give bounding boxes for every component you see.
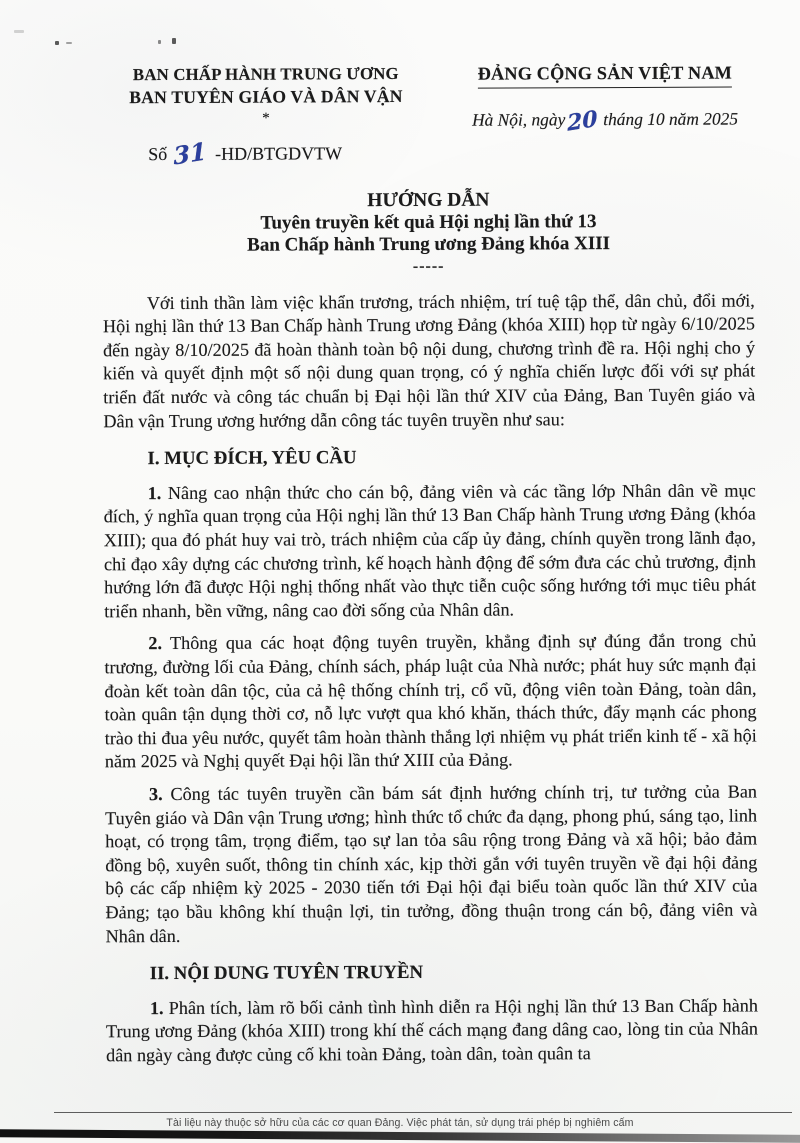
- paragraph-text: Thông qua các hoạt động tuyên truyền, khẳng định sự đúng đắn trong chủ trương, đường lối của Đảng, chính sách, pháp luật của Nhà nước; phát huy sức mạnh đại đoàn kết toàn dân tộc, của cả hệ thống chính trị, cổ vũ, động viên toàn Đảng, toàn dân, toàn quân tận dụng thời cơ, nỗ lực vượt qua khó khăn, thách thức, đẩy mạnh các phong trào thi đua yêu nước, quyết tâm hoàn thành thắng lợi nhiệm vụ phát triển kinh tế - xã hội năm 2025 và Nghị quyết Đại hội lần thứ XIII của Đảng.: [104, 630, 757, 772]
- agency-name: BAN TUYÊN GIÁO VÀ DÂN VẬN: [129, 85, 403, 108]
- section-2-heading: II. NỘI DUNG TUYÊN TRUYỀN: [149, 962, 424, 985]
- issuing-agency-block: [108, 64, 424, 171]
- paragraph-number: 1.: [149, 997, 164, 1018]
- document-type-title: HƯỚNG DẪN: [367, 189, 490, 212]
- paragraph-number: 1.: [147, 482, 162, 503]
- paragraph-text: Nâng cao nhận thức cho cán bộ, đảng viên và các tầng lớp Nhân dân về mục đích, ý nghĩa quan trọng của Hội nghị lần thứ 13 Ban Chấp hành Trung ương Đảng (khóa XIII); qua đó phát huy vai trò, trách nhiệm của cấp ủy đảng, chính quyền trong lãnh đạo, chỉ đạo xây dựng các chương trình, kế hoạch hành động để sớm đưa các chủ trương, định hướng lớn đã được Hội nghị thống nhất vào thực tiễn cuộc sống hướng tới mục tiêu phát triển nhanh, bền vững, nâng cao đời sống của Nhân dân.: [103, 480, 757, 622]
- separator-star: *: [262, 110, 270, 127]
- footer-divider-line: [54, 1112, 792, 1113]
- paragraph-text: Công tác tuyên truyền cần bám sát định hướng chính trị, tư tưởng của Ban Tuyên giáo và Dân vận Trung ương; hình thức tổ chức đa dạng, phong phú, sáng tạo, linh hoạt, có trọng tâm, trọng điểm, tạo sự lan tỏa sâu rộng trong Đảng và xã hội; bảo đảm đồng bộ, xuyên suốt, thông tin chính xác, kịp thời gắn với tuyên truyền về đại hội đảng bộ các cấp nhiệm kỳ 2025 - 2030 tiến tới Đại hội đại biểu toàn quốc lần thứ XIV của Đảng; tạo bầu không khí thuận lợi, tin tưởng, đồng thuận trong cán bộ, đảng viên và Nhân dân.: [105, 781, 758, 946]
- document-number-prefix: Số: [148, 144, 168, 165]
- national-header-block: [452, 62, 758, 164]
- document-subtitle-2: Ban Chấp hành Trung ương Đảng khóa XIII: [247, 233, 611, 257]
- agency-parent-name: BAN CHẤP HÀNH TRUNG ƯƠNG: [132, 64, 399, 85]
- section-1-paragraph-2: [104, 630, 757, 774]
- section-1-paragraph-3: [105, 780, 758, 948]
- document-number-suffix: -HD/BTGDVTW: [215, 143, 343, 164]
- party-name-heading: ĐẢNG CỘNG SẢN VIỆT NAM: [478, 63, 732, 89]
- scan-edge-bar: [0, 1129, 800, 1143]
- date-prefix: Hà Nội, ngày: [471, 109, 566, 130]
- handwritten-document-number: 31: [172, 136, 208, 171]
- date-suffix: tháng 10 năm 2025: [603, 108, 739, 130]
- intro-paragraph: Với tinh thần làm việc khẩn trương, trách nhiệm, trí tuệ tập thể, dân chủ, đổi mới, Hội nghị lần thứ 13 Ban Chấp hành Trung ương Đảng (khóa XIII) họp từ ngày 6/10/2025 đến ngày 8/10/2025 đã hoàn thành toàn bộ nội dung, chương trình đề ra. Hội nghị cho ý kiến và quyết định một số nội dung quan trọng, có ý nghĩa chiến lược đối với sự phát triển đất nước và công tác chuẩn bị Đại hội lần thứ XIV của Đảng, Ban Tuyên giáo và Dân vận Trung ương hướng dẫn công tác tuyên truyền như sau:: [102, 290, 756, 431]
- section-1-heading: I. MỤC ĐÍCH, YÊU CẦU: [147, 447, 357, 470]
- paragraph-number: 3.: [148, 784, 163, 805]
- document-subtitle-1: Tuyên truyền kết quả Hội nghị lần thứ 13: [260, 211, 597, 234]
- section-2-paragraph-1: [106, 994, 758, 1068]
- title-divider: -----: [412, 257, 445, 275]
- section-1-paragraph-1: [104, 479, 757, 623]
- document-header: [0, 0, 798, 171]
- confidentiality-notice: Tài liệu này thuộc sở hữu của các cơ quan Đảng. Việc phát tán, sử dụng trái phép bị nghiêm cấm: [166, 1117, 634, 1129]
- place-date-line: [452, 104, 758, 137]
- paragraph-number: 2.: [148, 633, 163, 654]
- document-number-line: [108, 136, 424, 171]
- document-body: [103, 289, 758, 1068]
- handwritten-day: 20: [566, 105, 599, 137]
- paragraph-text: Phân tích, làm rõ bối cảnh tình hình diễn ra Hội nghị lần thứ 13 Ban Chấp hành Trung ương Đảng (khóa XIII) trong khí thế cách mạng đang dâng cao, lòng tin của Nhân dân ngày càng được củng cố khi toàn Đảng, toàn dân, toàn quân ta: [105, 995, 759, 1066]
- page-footer: [0, 1112, 800, 1138]
- document-title-block: [102, 187, 754, 278]
